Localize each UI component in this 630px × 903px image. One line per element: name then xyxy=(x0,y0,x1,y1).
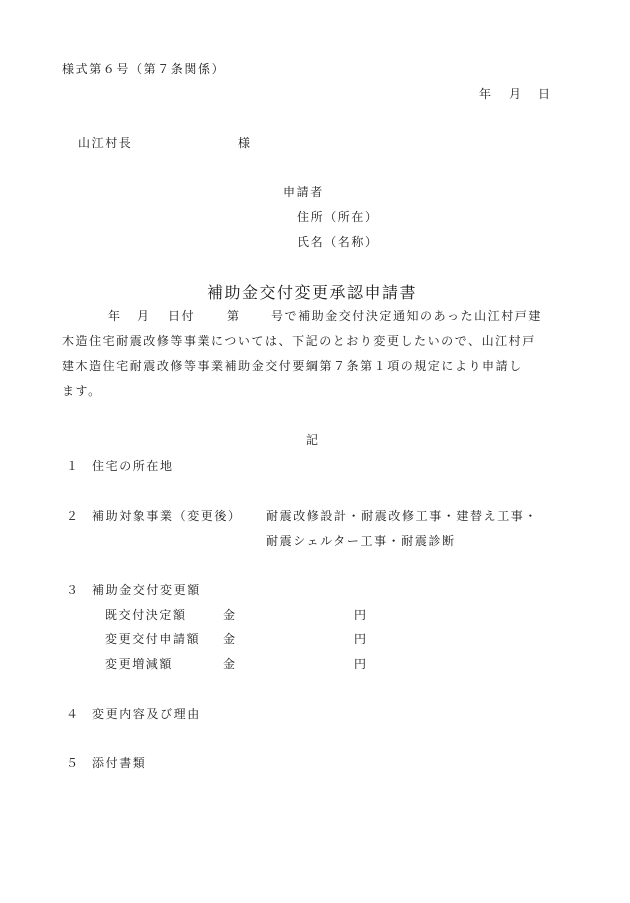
item-4-number: ４ xyxy=(66,707,79,721)
applicant-name-label: 氏名（名称） xyxy=(297,235,379,249)
body-line-2: 木造住宅耐震改修等事業については、下記のとおり変更したいので、山江村戸 xyxy=(62,334,536,348)
date-month-label: 月 xyxy=(509,87,522,101)
applicant-address-label: 住所（所在） xyxy=(297,210,379,224)
date-day-label: 日 xyxy=(538,87,551,101)
item-3-label: 補助金交付変更額 xyxy=(92,583,201,597)
item-5-label: 添付書類 xyxy=(92,756,147,770)
grant-row-label: 変更増減額 xyxy=(105,657,174,671)
item-2-options-line-2: 耐震シェルター工事・耐震診断 xyxy=(266,534,456,548)
form-number: 様式第６号（第７条関係） xyxy=(62,62,226,76)
body-day-label: 日付 xyxy=(168,309,196,323)
item-2-number: ２ xyxy=(66,509,79,523)
date-year-label: 年 xyxy=(479,87,492,101)
body-line-3: 建木造住宅耐震改修等事業補助金交付要綱第７条第１項の規定により申請し xyxy=(62,359,523,373)
body-line-4: ます。 xyxy=(62,384,102,398)
grant-row-currency: 金 xyxy=(223,657,236,671)
grant-row-currency: 金 xyxy=(223,632,236,646)
ki-heading: 記 xyxy=(306,433,319,447)
item-2-label: 補助対象事業（変更後） xyxy=(92,509,242,523)
body-line-1: 号で補助金交付決定通知のあった山江村戸建 xyxy=(271,309,542,323)
grant-row-label: 変更交付申請額 xyxy=(105,632,201,646)
grant-row-unit: 円 xyxy=(354,632,367,646)
body-year-label: 年 xyxy=(108,309,121,323)
item-3-number: ３ xyxy=(66,583,79,597)
grant-row-unit: 円 xyxy=(354,608,367,622)
item-1-number: １ xyxy=(66,459,79,473)
item-2-options-line-1: 耐震改修設計・耐震改修工事・建替え工事・ xyxy=(266,509,539,523)
item-1-label: 住宅の所在地 xyxy=(92,459,174,473)
addressee-name: 山江村長 xyxy=(78,136,133,150)
document-title: 補助金交付変更承認申請書 xyxy=(207,283,418,302)
grant-row-label: 既交付決定額 xyxy=(105,608,187,622)
item-5-number: ５ xyxy=(66,756,79,770)
addressee-honorific: 様 xyxy=(238,136,251,150)
applicant-label: 申請者 xyxy=(283,185,324,199)
grant-row-unit: 円 xyxy=(354,657,367,671)
grant-row-currency: 金 xyxy=(223,608,236,622)
item-4-label: 変更内容及び理由 xyxy=(92,707,201,721)
body-number-prefix: 第 xyxy=(227,309,240,323)
body-month-label: 月 xyxy=(137,309,150,323)
